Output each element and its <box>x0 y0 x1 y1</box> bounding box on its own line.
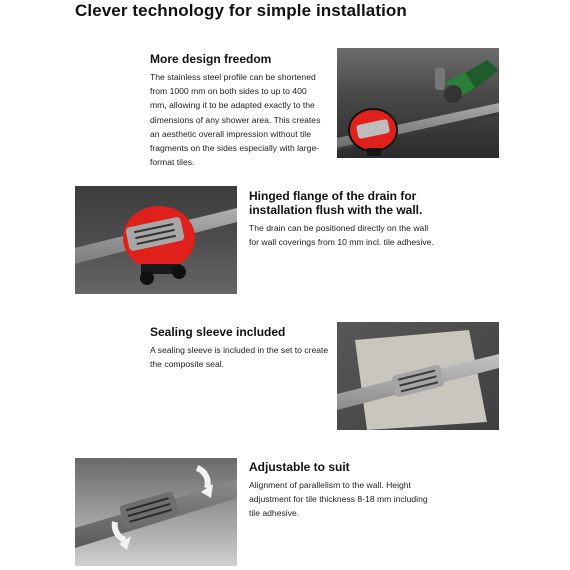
section-heading: Adjustable to suit <box>249 460 350 474</box>
photo-profile-cutting <box>337 48 499 158</box>
section-design-freedom <box>150 52 325 169</box>
section-adjustable <box>249 460 429 521</box>
section-body: The drain can be positioned directly on the wall for wall coverings from 10 mm incl. tile adhesive. <box>249 223 434 248</box>
section-body: The stainless steel profile can be shortened from 1000 mm on both sides to up to 400 mm, allowing it to be adapted exactly to the dimensions of any shower area. This creates an aesthetic overall impression without tile fragments on the sides especially with large-format tiles. <box>150 72 321 168</box>
section-hinged-flange <box>249 189 439 249</box>
photo-hinged-flange <box>75 186 237 294</box>
section-body: A sealing sleeve is included in the set to create the composite seal. <box>150 345 329 370</box>
section-sealing-sleeve <box>150 325 330 371</box>
section-heading: Hinged flange of the drain for installation flush with the wall. <box>249 189 423 217</box>
page-title: Clever technology for simple installation <box>75 1 407 20</box>
section-heading: Sealing sleeve included <box>150 325 286 339</box>
photo-adjustable <box>75 458 237 566</box>
photo-sealing-sleeve <box>337 322 499 430</box>
section-heading: More design freedom <box>150 52 272 66</box>
section-body: Alignment of parallelism to the wall. Height adjustment for tile thickness 8-18 mm including tile adhesive. <box>249 480 428 519</box>
